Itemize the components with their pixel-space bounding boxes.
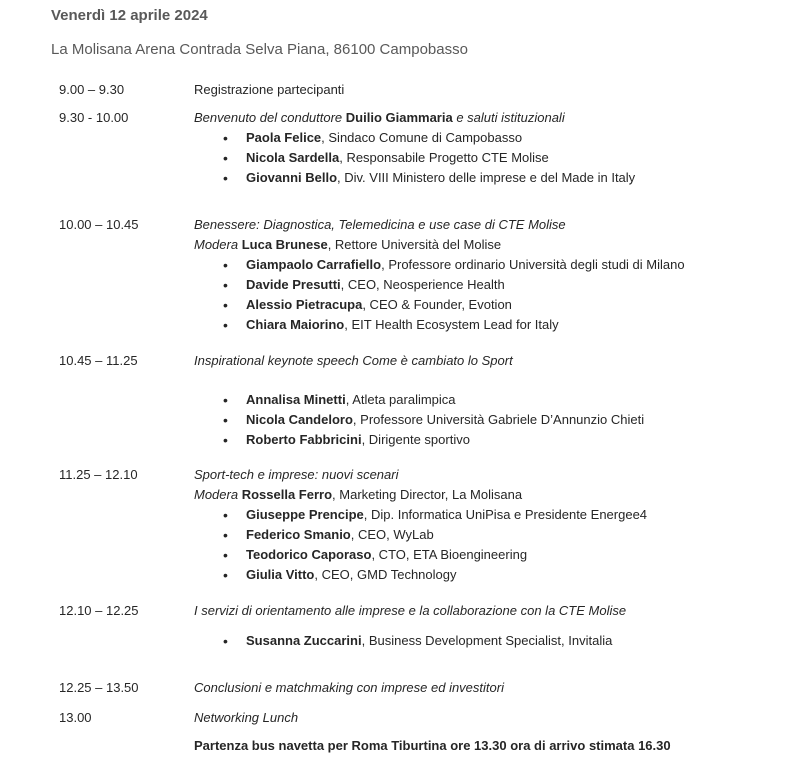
host-name: Duilio Giammaria <box>345 110 453 125</box>
session-time: 11.25 – 12.10 <box>59 467 138 482</box>
session-time: 13.00 <box>59 710 92 725</box>
list-item: • Alessio Pietracupa, CEO & Founder, Evotion <box>194 295 685 315</box>
list-item: • Giulia Vitto, CEO, GMD Technology <box>194 565 647 585</box>
moderator: Modera Rossella Ferro, Marketing Director, La Molisana <box>194 487 523 502</box>
list-item: • Davide Presutti, CEO, Neosperience Health <box>194 275 685 295</box>
session-time: 9.00 – 9.30 <box>59 82 125 97</box>
speaker-list <box>194 128 635 188</box>
session-title: Inspirational keynote speech Come è cambiato lo Sport <box>194 353 513 368</box>
speaker-list <box>194 255 685 335</box>
session-title: Benessere: Diagnostica, Telemedicina e use case di CTE Molise <box>194 217 566 232</box>
list-item: • Nicola Sardella, Responsabile Progetto CTE Molise <box>194 148 635 168</box>
session-time: 12.10 – 12.25 <box>59 603 139 618</box>
list-item: • Chiara Maiorino, EIT Health Ecosystem Lead for Italy <box>194 315 685 335</box>
list-item: • Federico Smanio, CEO, WyLab <box>194 525 647 545</box>
moderator: Modera Luca Brunese, Rettore Università del Molise <box>194 237 502 252</box>
session-time: 10.45 – 11.25 <box>59 353 138 368</box>
speaker-list <box>194 390 644 450</box>
list-item: • Teodorico Caporaso, CTO, ETA Bioengineering <box>194 545 647 565</box>
event-date: Venerdì 12 aprile 2024 <box>51 7 208 24</box>
list-item: • Susanna Zuccarini, Business Development Specialist, Invitalia <box>194 631 626 651</box>
session-title: Registrazione partecipanti <box>194 82 345 97</box>
session-title: Networking Lunch <box>194 710 299 725</box>
session-title: Sport-tech e imprese: nuovi scenari <box>194 467 399 482</box>
list-item: • Roberto Fabbricini, Dirigente sportivo <box>194 430 644 450</box>
session-time: 12.25 – 13.50 <box>59 680 139 695</box>
speaker-list <box>194 505 647 585</box>
event-venue: La Molisana Arena Contrada Selva Piana, 86100 Campobasso <box>51 41 468 58</box>
session-time: 10.00 – 10.45 <box>59 217 139 232</box>
session-title: I servizi di orientamento alle imprese e la collaborazione con la CTE Molise <box>194 603 627 618</box>
list-item: • Giuseppe Prencipe, Dip. Informatica UniPisa e Presidente Energee4 <box>194 505 647 525</box>
list-item: • Annalisa Minetti, Atleta paralimpica <box>194 390 644 410</box>
speaker-list <box>194 631 626 651</box>
list-item: • Nicola Candeloro, Professore Università Gabriele D’Annunzio Chieti <box>194 410 644 430</box>
session-title: Benvenuto del conduttore Duilio Giammaria e saluti istituzionali <box>194 110 565 125</box>
list-item: • Paola Felice, Sindaco Comune di Campobasso <box>194 128 635 148</box>
shuttle-note: Partenza bus navetta per Roma Tiburtina ore 13.30 ora di arrivo stimata 16.30 <box>194 738 671 753</box>
list-item: • Giampaolo Carrafiello, Professore ordinario Università degli studi di Milano <box>194 255 685 275</box>
list-item: • Giovanni Bello, Div. VIII Ministero delle imprese e del Made in Italy <box>194 168 635 188</box>
session-time: 9.30 - 10.00 <box>59 110 129 125</box>
session-title: Conclusioni e matchmaking con imprese ed investitori <box>194 680 504 695</box>
